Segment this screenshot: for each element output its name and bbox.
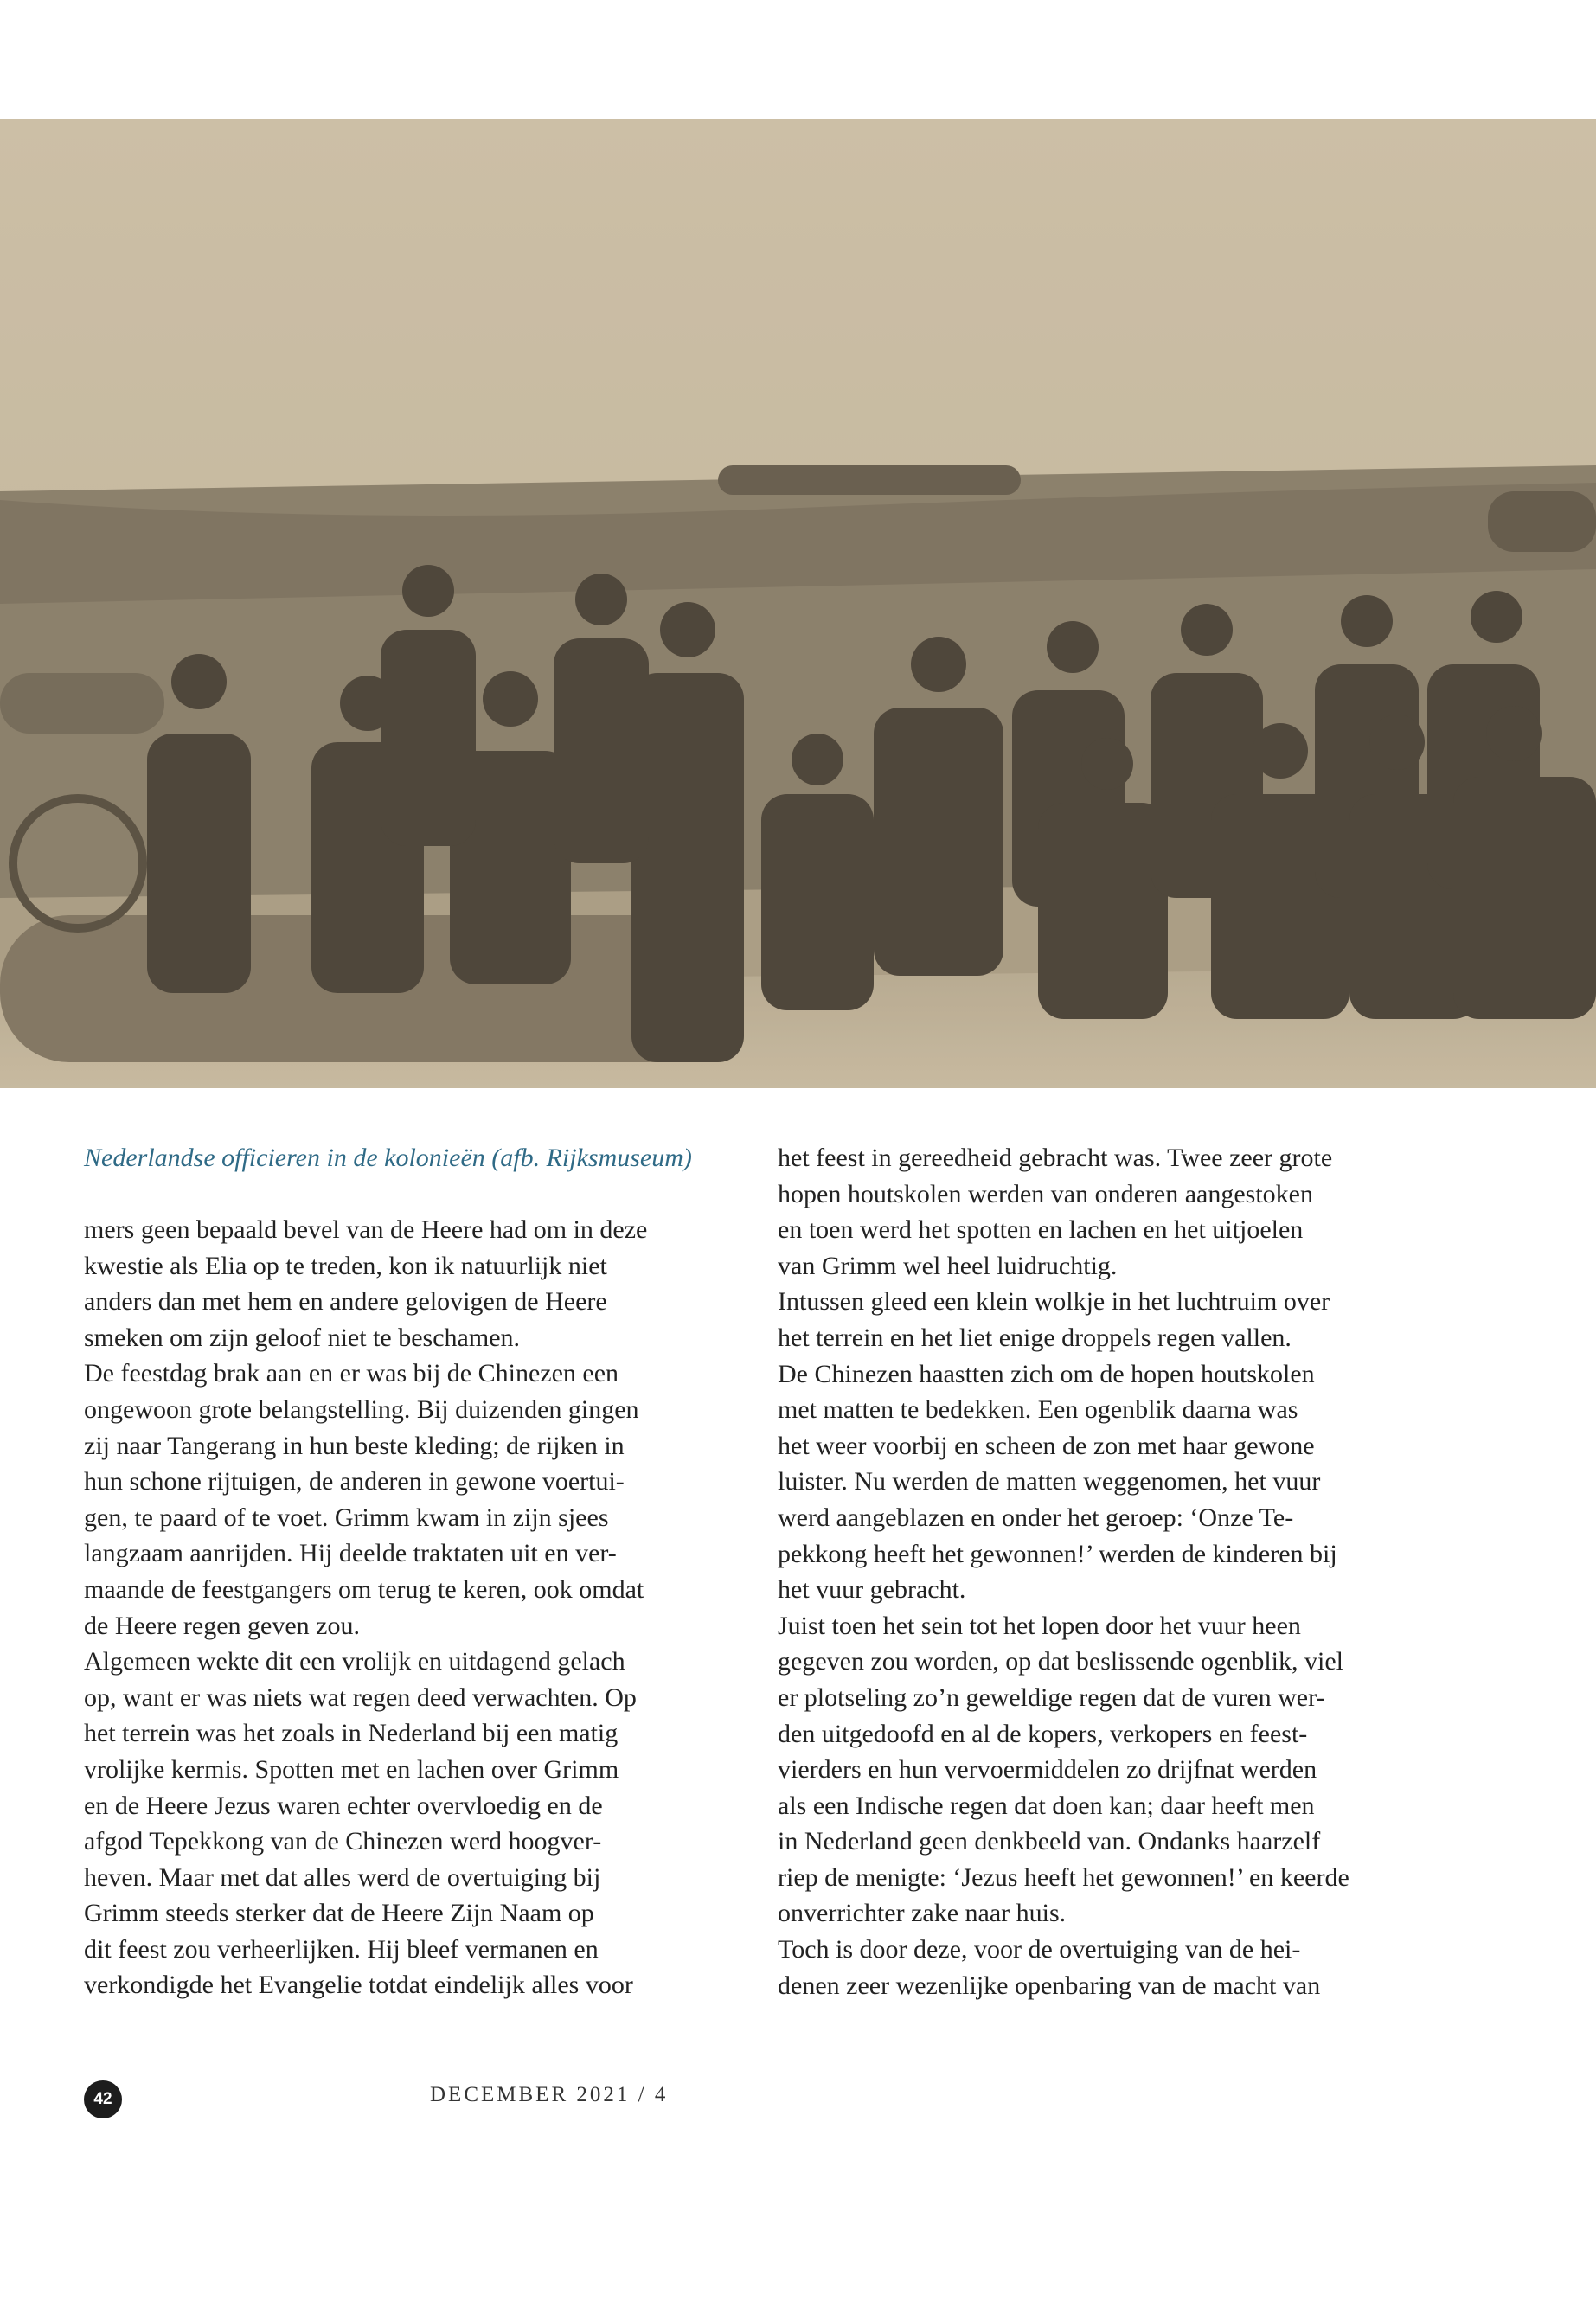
text-line: het terrein was het zoals in Nederland bij een matig — [84, 1719, 619, 1748]
text-line: De feestdag brak aan en er was bij de Chinezen een — [84, 1359, 619, 1388]
text-line: hopen houtskolen werden van onderen aangestoken — [778, 1179, 1313, 1208]
text-line: denen zeer wezenlijke openbaring van de macht van — [778, 1971, 1321, 2000]
text-line: Intussen gleed een klein wolkje in het luchtruim over — [778, 1287, 1330, 1317]
page-number-badge: 42 — [84, 2080, 122, 2118]
text-line: en toen werd het spotten en lachen en het uitjoelen — [778, 1215, 1304, 1245]
text-line: het weer voorbij en scheen de zon met haar gewone — [778, 1431, 1315, 1460]
text-line: gen, te paard of te voet. Grimm kwam in zijn sjees — [84, 1503, 609, 1532]
text-line: hun schone rijtuigen, de anderen in gewone voertui- — [84, 1467, 625, 1497]
text-line: vierders en hun vervoermiddelen zo drijfnat werden — [778, 1755, 1317, 1785]
text-line: met matten te bedekken. Een ogenblik daarna was — [778, 1395, 1298, 1425]
text-line: vrolijke kermis. Spotten met en lachen over Grimm — [84, 1754, 619, 1784]
photo-caption: Nederlandse officieren in de kolonieën (afb. Rijksmuseum) — [84, 1144, 692, 1172]
text-line: smeken om zijn geloof niet te beschamen. — [84, 1323, 521, 1352]
text-line: Algemeen wekte dit een vrolijk en uitdagend gelach — [84, 1647, 625, 1676]
photograph-illustration — [0, 119, 1596, 1088]
text-line: riep de menigte: ‘Jezus heeft het gewonnen!’ en keerde — [778, 1862, 1349, 1892]
text-line: op, want er was niets wat regen deed verwachten. Op — [84, 1682, 637, 1712]
text-line: De Chinezen haastten zich om de hopen houtskolen — [778, 1359, 1315, 1388]
text-line: den uitgedoofd en al de kopers, verkopers en feest- — [778, 1719, 1308, 1748]
text-line: het feest in gereedheid gebracht was. Twee zeer grote — [778, 1144, 1333, 1172]
text-line: gegeven zou worden, op dat beslissende ogenblik, viel — [778, 1647, 1343, 1676]
issue-label: DECEMBER 2021 / 4 — [430, 2083, 669, 2106]
text-line: zij naar Tangerang in hun beste kleding; de rijken in — [84, 1431, 625, 1460]
text-line: er plotseling zo’n geweldige regen dat de vuren wer- — [778, 1682, 1325, 1712]
text-line: maande de feestgangers om terug te keren, ook omdat — [84, 1574, 644, 1604]
text-line: het terrein en het liet enige droppels regen vallen. — [778, 1323, 1292, 1352]
text-line: verkondigde het Evangelie totdat eindelijk alles voor — [84, 1971, 633, 2000]
text-line: mers geen bepaald bevel van de Heere had om in deze — [84, 1215, 648, 1244]
text-line: van Grimm wel heel luidruchtig. — [778, 1251, 1118, 1280]
text-line: langzaam aanrijden. Hij deelde traktaten uit en ver- — [84, 1539, 617, 1568]
left-text-column — [84, 1212, 750, 2003]
text-line: onverrichter zake naar huis. — [778, 1899, 1067, 1928]
text-line: in Nederland geen denkbeeld van. Ondanks haarzelf — [778, 1827, 1321, 1856]
text-line: Toch is door deze, voor de overtuiging van de hei- — [778, 1935, 1301, 1965]
text-line: luister. Nu werden de matten weggenomen, het vuur — [778, 1467, 1321, 1497]
text-line: afgod Tepekkong van de Chinezen werd hoogver- — [84, 1827, 602, 1856]
text-line: de Heere regen geven zou. — [84, 1611, 360, 1640]
text-line: dit feest zou verheerlijken. Hij bleef vermanen en — [84, 1934, 599, 1964]
text-line: werd aangeblazen en onder het geroep: ‘Onze Te- — [778, 1503, 1294, 1532]
text-line: Juist toen het sein tot het lopen door het vuur heen — [778, 1611, 1301, 1640]
text-line: heven. Maar met dat alles werd de overtuiging bij — [84, 1862, 601, 1892]
right-text-column — [778, 1140, 1444, 2003]
text-line: ongewoon grote belangstelling. Bij duizenden gingen — [84, 1394, 639, 1424]
text-line: pekkong heeft het gewonnen!’ werden de kinderen bij — [778, 1539, 1337, 1568]
text-line: en de Heere Jezus waren echter overvloedig en de — [84, 1791, 603, 1820]
text-line: kwestie als Elia op te treden, kon ik natuurlijk niet — [84, 1251, 607, 1280]
text-line: het vuur gebracht. — [778, 1575, 966, 1605]
text-line: anders dan met hem en andere gelovigen de Heere — [84, 1287, 607, 1317]
historical-photograph — [0, 119, 1596, 1088]
text-line: Grimm steeds sterker dat de Heere Zijn Naam op — [84, 1899, 594, 1928]
text-line: als een Indische regen dat doen kan; daar heeft men — [778, 1791, 1315, 1820]
